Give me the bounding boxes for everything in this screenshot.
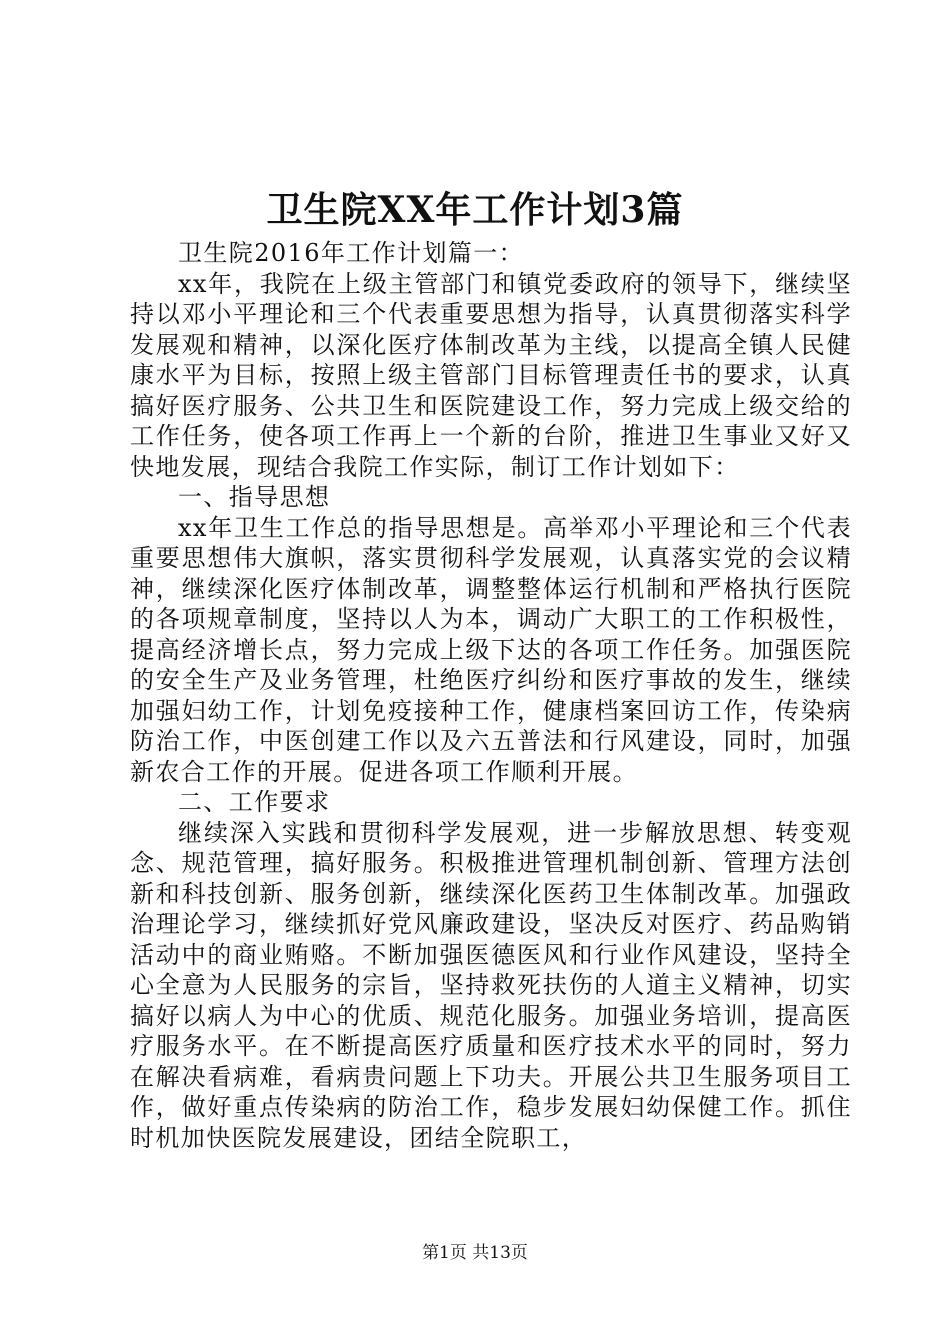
work-requirements-paragraph: 继续深入实践和贯彻科学发展观，进一步解放思想、转变观念、规范管理，搞好服务。积极推进管理机制创新、管理方法创新和科技创新、服务创新，继续深化医药卫生体制改革。加强政治理论学习，继续抓好党风廉政建设，坚决反对医疗、药品购销活动中的商业贿赂。不断加强医德医风和行业作风建设，坚持全心全意为人民服务的宗旨，坚持救死扶伤的人道主义精神，切实搞好以病人为中心的优质、规范化服务。加强业务培训，提高医疗服务水平。在不断提高医疗质量和医疗技术水平的同时，努力在解决看病难，看病贵问题上下功夫。开展公共卫生服务项目工作，做好重点传染病的防治工作，稳步发展妇幼保健工作。抓住时机加快医院发展建设，团结全院职工，	[130, 818, 852, 1152]
intro-paragraph: xx年，我院在上级主管部门和镇党委政府的领导下，继续坚持以邓小平理论和三个代表重要思想为指导，认真贯彻落实科学发展观和精神，以深化医疗体制改革为主线，以提高全镇人民健康水平为目标，按照上级主管部门目标管理责任书的要求，认真搞好医疗服务、公共卫生和医院建设工作，努力完成上级交给的工作任务，使各项工作再上一个新的台阶，推进卫生事业又好又快地发展，现结合我院工作实际，制订工作计划如下：	[130, 269, 852, 481]
document-title: 卫生院XX年工作计划3篇	[266, 189, 684, 231]
page-number: 第1页 共13页	[422, 1243, 528, 1263]
section-heading-work-requirements: 二、工作要求	[178, 788, 331, 816]
document-body	[130, 238, 852, 1153]
guiding-ideology-paragraph: xx年卫生工作总的指导思想是。高举邓小平理论和三个代表重要思想伟大旗帜，落实贯彻科学发展观，认真落实党的会议精神，继续深化医疗体制改革，调整整体运行机制和严格执行医院的各项规章制度，坚持以人为本，调动广大职工的工作积极性，提高经济增长点，努力完成上级下达的各项工作任务。加强医院的安全生产及业务管理，杜绝医疗纠纷和医疗事故的发生，继续加强妇幼工作，计划免疫接种工作，健康档案回访工作，传染病防治工作，中医创建工作以及六五普法和行风建设，同时，加强新农合工作的开展。促进各项工作顺利开展。	[130, 513, 852, 786]
section-heading-guiding-ideology: 一、指导思想	[178, 483, 331, 511]
document-subtitle: 卫生院2016年工作计划篇一：	[178, 239, 525, 267]
